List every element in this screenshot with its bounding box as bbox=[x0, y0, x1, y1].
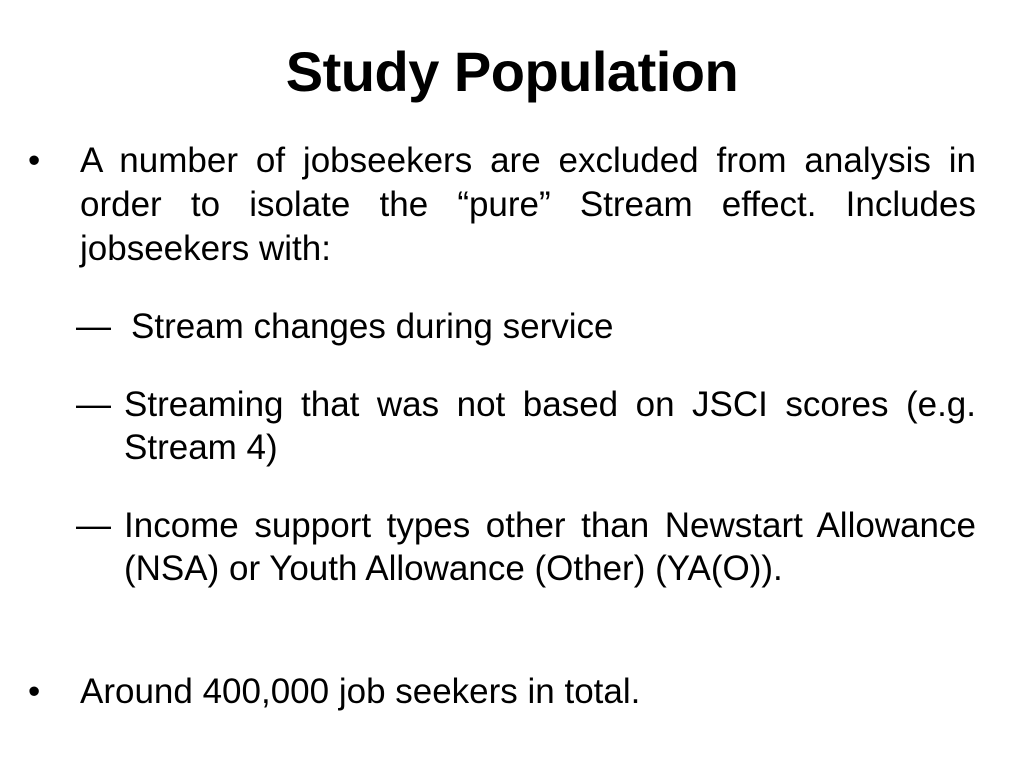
sub-bullet-text: Streaming that was not based on JSCI scores (e.g. Stream 4) bbox=[124, 385, 976, 467]
sub-bullet-text: Income support types other than Newstart Allowance (NSA) or Youth Allowance (Other) (YA(O)). bbox=[124, 506, 976, 588]
dash-icon: — bbox=[76, 307, 111, 346]
sub-bullet-stream-changes bbox=[76, 305, 976, 348]
bullet-dot-icon: • bbox=[28, 672, 41, 711]
bullet-item-total-jobseekers bbox=[28, 670, 976, 714]
bullet-text: Around 400,000 job seekers in total. bbox=[80, 672, 641, 711]
dash-icon: — bbox=[76, 385, 111, 424]
sub-bullet-streaming-not-jsci bbox=[76, 383, 976, 469]
bullet-text: A number of jobseekers are excluded from analysis in order to isolate the “pure” Stream effect. Includes jobseekers with: bbox=[80, 141, 976, 268]
sub-bullet-text: Stream changes during service bbox=[131, 307, 614, 346]
slide-title: Study Population bbox=[285, 40, 739, 103]
bullet-item-excluded-jobseekers bbox=[28, 139, 976, 271]
bullet-dot-icon: • bbox=[28, 141, 41, 180]
sub-bullet-income-support bbox=[76, 504, 976, 590]
dash-icon: — bbox=[76, 506, 111, 545]
